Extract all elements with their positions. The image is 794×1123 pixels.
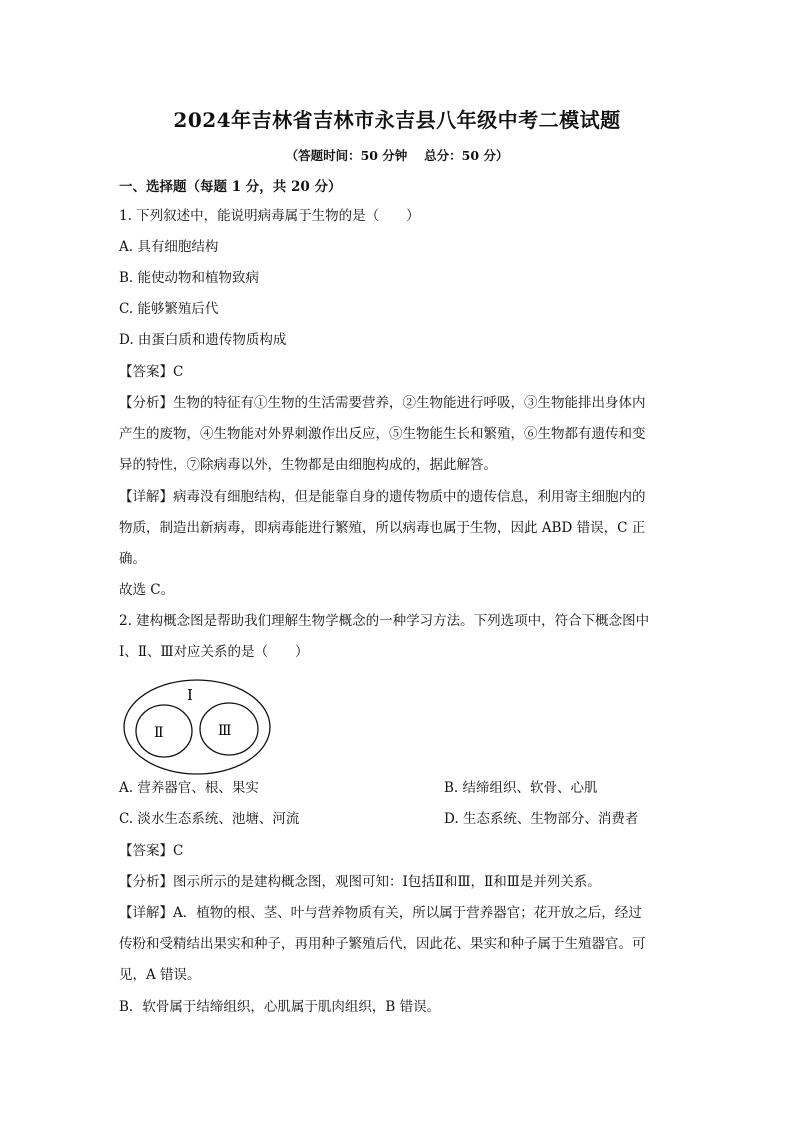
q1-option-c: C. 能够繁殖后代 (119, 301, 219, 317)
q2-detail-line: 见，A 错误。 (119, 967, 201, 983)
diagram-label-right: Ⅲ (218, 723, 232, 739)
q1-option-d: D. 由蛋白质和遗传物质构成 (119, 332, 287, 348)
q2-option-b: B. 结缔组织、软骨、心肌 (444, 780, 598, 796)
diagram-label-left: Ⅱ (154, 725, 164, 741)
q1-detail-line: 物质，制造出新病毒，即病毒能进行繁殖，所以病毒也属于生物，因此 ABD 错误，C 正 (119, 520, 646, 536)
q1-analysis-line: 产生的废物，④生物能对外界刺激作出反应，⑤生物能生长和繁殖，⑥生物都有遗传和变 (119, 426, 646, 442)
q2-stem-line: Ⅰ、Ⅱ、Ⅲ对应关系的是（ ） (119, 644, 309, 660)
q2-detail-line: 传粉和受精结出果实和种子，再用种子繁殖后代，因此花、果实和种子属于生殖器官。可 (119, 936, 646, 952)
q2-detail-line: 【详解】A．植物的根、茎、叶与营养物质有关，所以属于营养器官；花开放之后，经过 (119, 905, 642, 921)
page-title: 2024年吉林省吉林市永吉县八年级中考二模试题 (173, 108, 621, 132)
q2-option-d: D. 生态系统、生物部分、消费者 (444, 811, 639, 827)
q2-option-a: A. 营养器官、根、果实 (119, 780, 259, 796)
q1-answer: 【答案】C (119, 364, 184, 380)
q1-detail-line: 确。 (119, 551, 146, 567)
section-heading: 一、选择题（每题 1 分，共 20 分） (119, 179, 342, 195)
q1-detail-line: 【详解】病毒没有细胞结构，但是能靠自身的遗传物质中的遗传信息，利用寄主细胞内的 (119, 489, 646, 505)
q1-option-b: B. 能使动物和植物致病 (119, 270, 260, 286)
q2-detail-line: B．软骨属于结缔组织，心肌属于肌肉组织，B 错误。 (119, 999, 441, 1015)
q1-analysis-line: 【分析】生物的特征有①生物的生活需要营养，②生物能进行呼吸，③生物能排出身体内 (119, 395, 646, 411)
q1-stem: 1. 下列叙述中，能说明病毒属于生物的是（ ） (119, 208, 420, 224)
q1-analysis-line: 异的特性，⑦除病毒以外，生物都是由细胞构成的，据此解答。 (119, 457, 497, 473)
q2-option-c: C. 淡水生态系统、池塘、河流 (119, 811, 300, 827)
q2-answer: 【答案】C (119, 843, 184, 859)
concept-diagram (120, 676, 276, 778)
left-circle (136, 705, 192, 757)
diagram-label-outer: Ⅰ (187, 686, 193, 704)
q2-analysis: 【分析】图示所示的是建构概念图，观图可知：Ⅰ包括Ⅱ和Ⅲ，Ⅱ和Ⅲ是并列关系。 (119, 874, 601, 890)
q2-stem-line: 2. 建构概念图是帮助我们理解生物学概念的一种学习方法。下列选项中，符合下概念图中 (119, 613, 650, 629)
exam-info: （答题时间：50 分钟 总分：50 分） (285, 148, 509, 163)
outer-ellipse (124, 680, 270, 774)
q1-conclusion: 故选 C。 (119, 582, 175, 598)
q1-option-a: A. 具有细胞结构 (119, 239, 219, 255)
